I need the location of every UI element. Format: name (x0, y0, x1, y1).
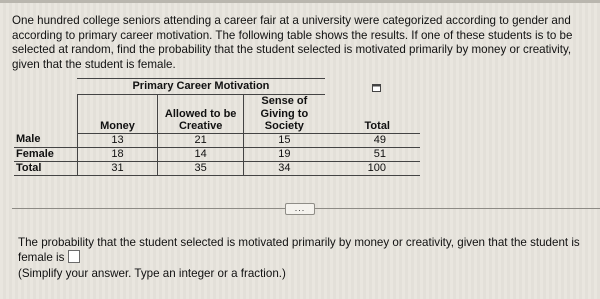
table-cell: 34 (244, 161, 325, 175)
question-text: One hundred college seniors attending a career fair at a university were categorized according to gender and according to primary career motivation. The following table shows the results. If one of these students is to be selected at random, find the probability that the student selected is motivated primarily by money or creativity, given that the student is female. (12, 14, 573, 71)
table-cell: 31 (77, 161, 158, 175)
column-header-total: Total (325, 95, 420, 134)
table-cell: 18 (77, 147, 158, 161)
column-header-creative: Allowed to be Creative (158, 95, 244, 134)
table-cell: 19 (244, 147, 325, 161)
answer-prompt-text: The probability that the student selected is motivated primarily by money or creativity, given that the student is female is (18, 236, 580, 264)
table-row (14, 147, 420, 161)
table-cell: 15 (244, 133, 325, 147)
table-cell: 14 (158, 147, 244, 161)
answer-hint: (Simplify your answer. Type an integer or a fraction.) (18, 267, 286, 280)
top-border (0, 0, 600, 3)
data-table (14, 78, 420, 176)
column-header-society: Sense of Giving to Society (244, 95, 325, 134)
table-cell: 51 (325, 147, 420, 161)
answer-prompt (18, 235, 594, 265)
table-group-header: Primary Career Motivation (77, 79, 325, 95)
table-row (14, 133, 420, 147)
table-cell: 21 (158, 133, 244, 147)
row-label-total: Total (14, 161, 77, 175)
copy-icon[interactable] (372, 84, 381, 92)
table-corner-label (14, 95, 77, 134)
table-cell: 13 (77, 133, 158, 147)
table-cell: 100 (325, 161, 420, 175)
column-header-money: Money (77, 95, 158, 134)
row-label-female: Female (14, 147, 77, 161)
table-cell: 35 (158, 161, 244, 175)
table-row (14, 161, 420, 175)
table-cell: 49 (325, 133, 420, 147)
answer-input[interactable] (68, 250, 80, 263)
expand-button[interactable]: ... (285, 203, 315, 215)
row-label-male: Male (14, 133, 77, 147)
table-corner (14, 79, 77, 95)
